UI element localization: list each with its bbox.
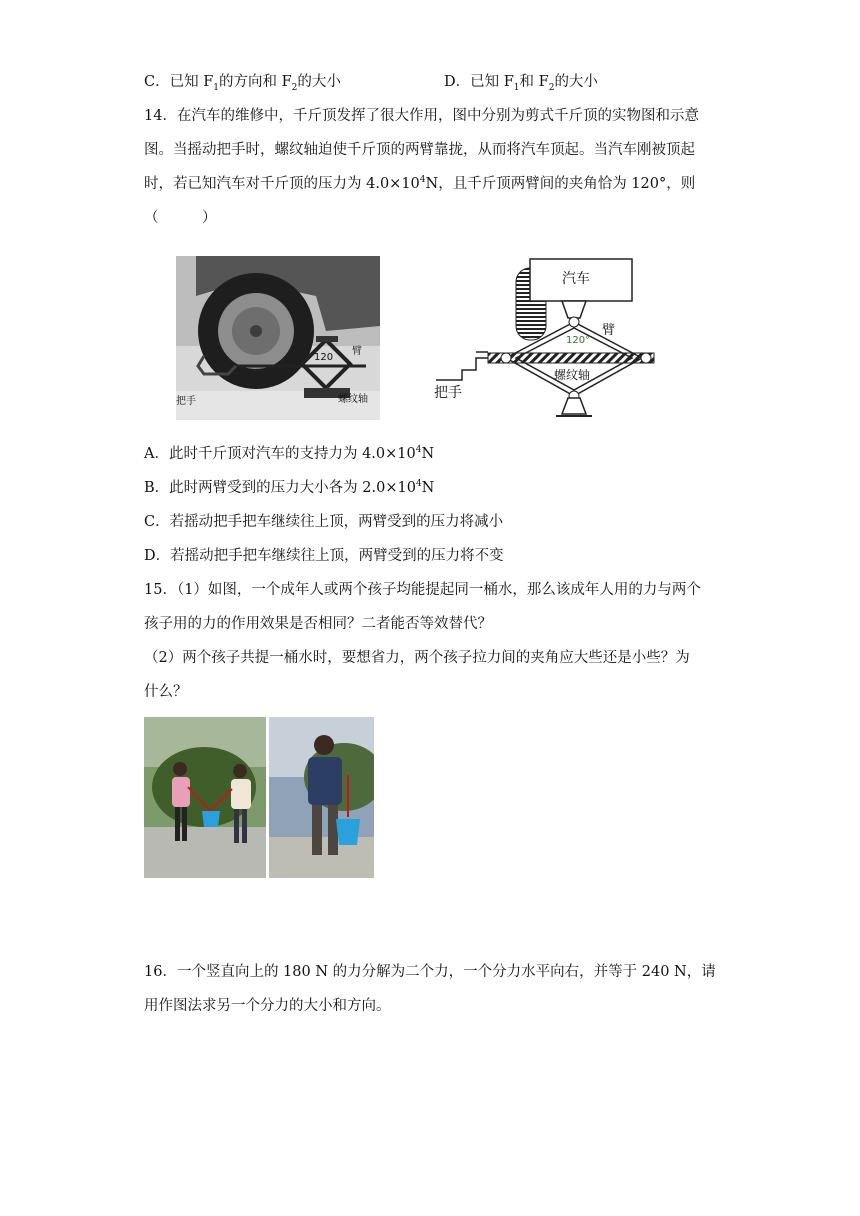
photo-arm-label: 臂 <box>352 346 362 357</box>
q14-answer-bracket: （ ） <box>144 210 217 226</box>
q14-option-c: C．若摇动把手把车继续往上顶，两臂受到的压力将减小 <box>144 514 504 530</box>
diagram-handle-label: 把手 <box>434 385 462 401</box>
bucket-photos <box>144 717 374 878</box>
q13-option-c: C．已知 $F_1$的方向和 $F_2$的大小 <box>144 74 341 93</box>
photo-handle-label: 把手 <box>176 396 196 407</box>
q14-option-b: B．此时两臂受到的压力大小各为 $2.0\times 10^4N$ <box>144 479 435 496</box>
q15-line-1: 15．（1）如图，一个成年人或两个孩子均能提起同一桶水，那么该成年人用的力与两个 <box>144 582 701 598</box>
photo-angle-label: 120 <box>314 352 334 363</box>
q16-line-2: 用作图法求另一个分力的大小和方向。 <box>144 998 391 1014</box>
q14-stem-line-1: 14．在汽车的维修中，千斤顶发挥了很大作用，图中分别为剪式千斤顶的实物图和示意 <box>144 108 699 124</box>
q13-option-d: D．已知 $F_1$和 $F_2$的大小 <box>444 74 598 93</box>
q15-line-3: （2）两个孩子共提一桶水时，要想省力，两个孩子拉力间的夹角应大些还是小些？为 <box>144 650 690 666</box>
q15-line-2: 孩子用的力的作用效果是否相同？二者能否等效替代？ <box>144 616 492 632</box>
q14-stem-line-2: 图。当摇动把手时，螺纹轴迫使千斤顶的两臂靠拢，从而将汽车顶起。当汽车刚被顶起 <box>144 142 695 158</box>
car-jack-photo <box>176 256 380 420</box>
q16-line-1: 16．一个竖直向上的 180 N 的力分解为二个力，一个分力水平向右，并等于 240 N，请 <box>144 964 716 980</box>
diagram-car-label: 汽车 <box>562 271 590 287</box>
diagram-angle-label: 120° <box>566 335 591 346</box>
q15-line-4: 什么？ <box>144 684 188 700</box>
q14-option-d: D．若摇动把手把车继续往上顶，两臂受到的压力将不变 <box>144 548 504 564</box>
q14-option-a: A．此时千斤顶对汽车的支持力为 $4.0\times 10^4N$ <box>144 445 435 462</box>
car-jack-diagram <box>432 256 668 422</box>
q14-stem-line-3: 时，若已知汽车对千斤顶的压力为 $4.0\times 10^4N$，且千斤顶两臂间的夹角恰为 120°，则 <box>144 175 696 192</box>
diagram-screw-label: 螺纹轴 <box>554 368 591 382</box>
diagram-arm-label: 臂 <box>602 323 616 338</box>
photo-screw-label: 螺纹轴 <box>338 394 368 405</box>
